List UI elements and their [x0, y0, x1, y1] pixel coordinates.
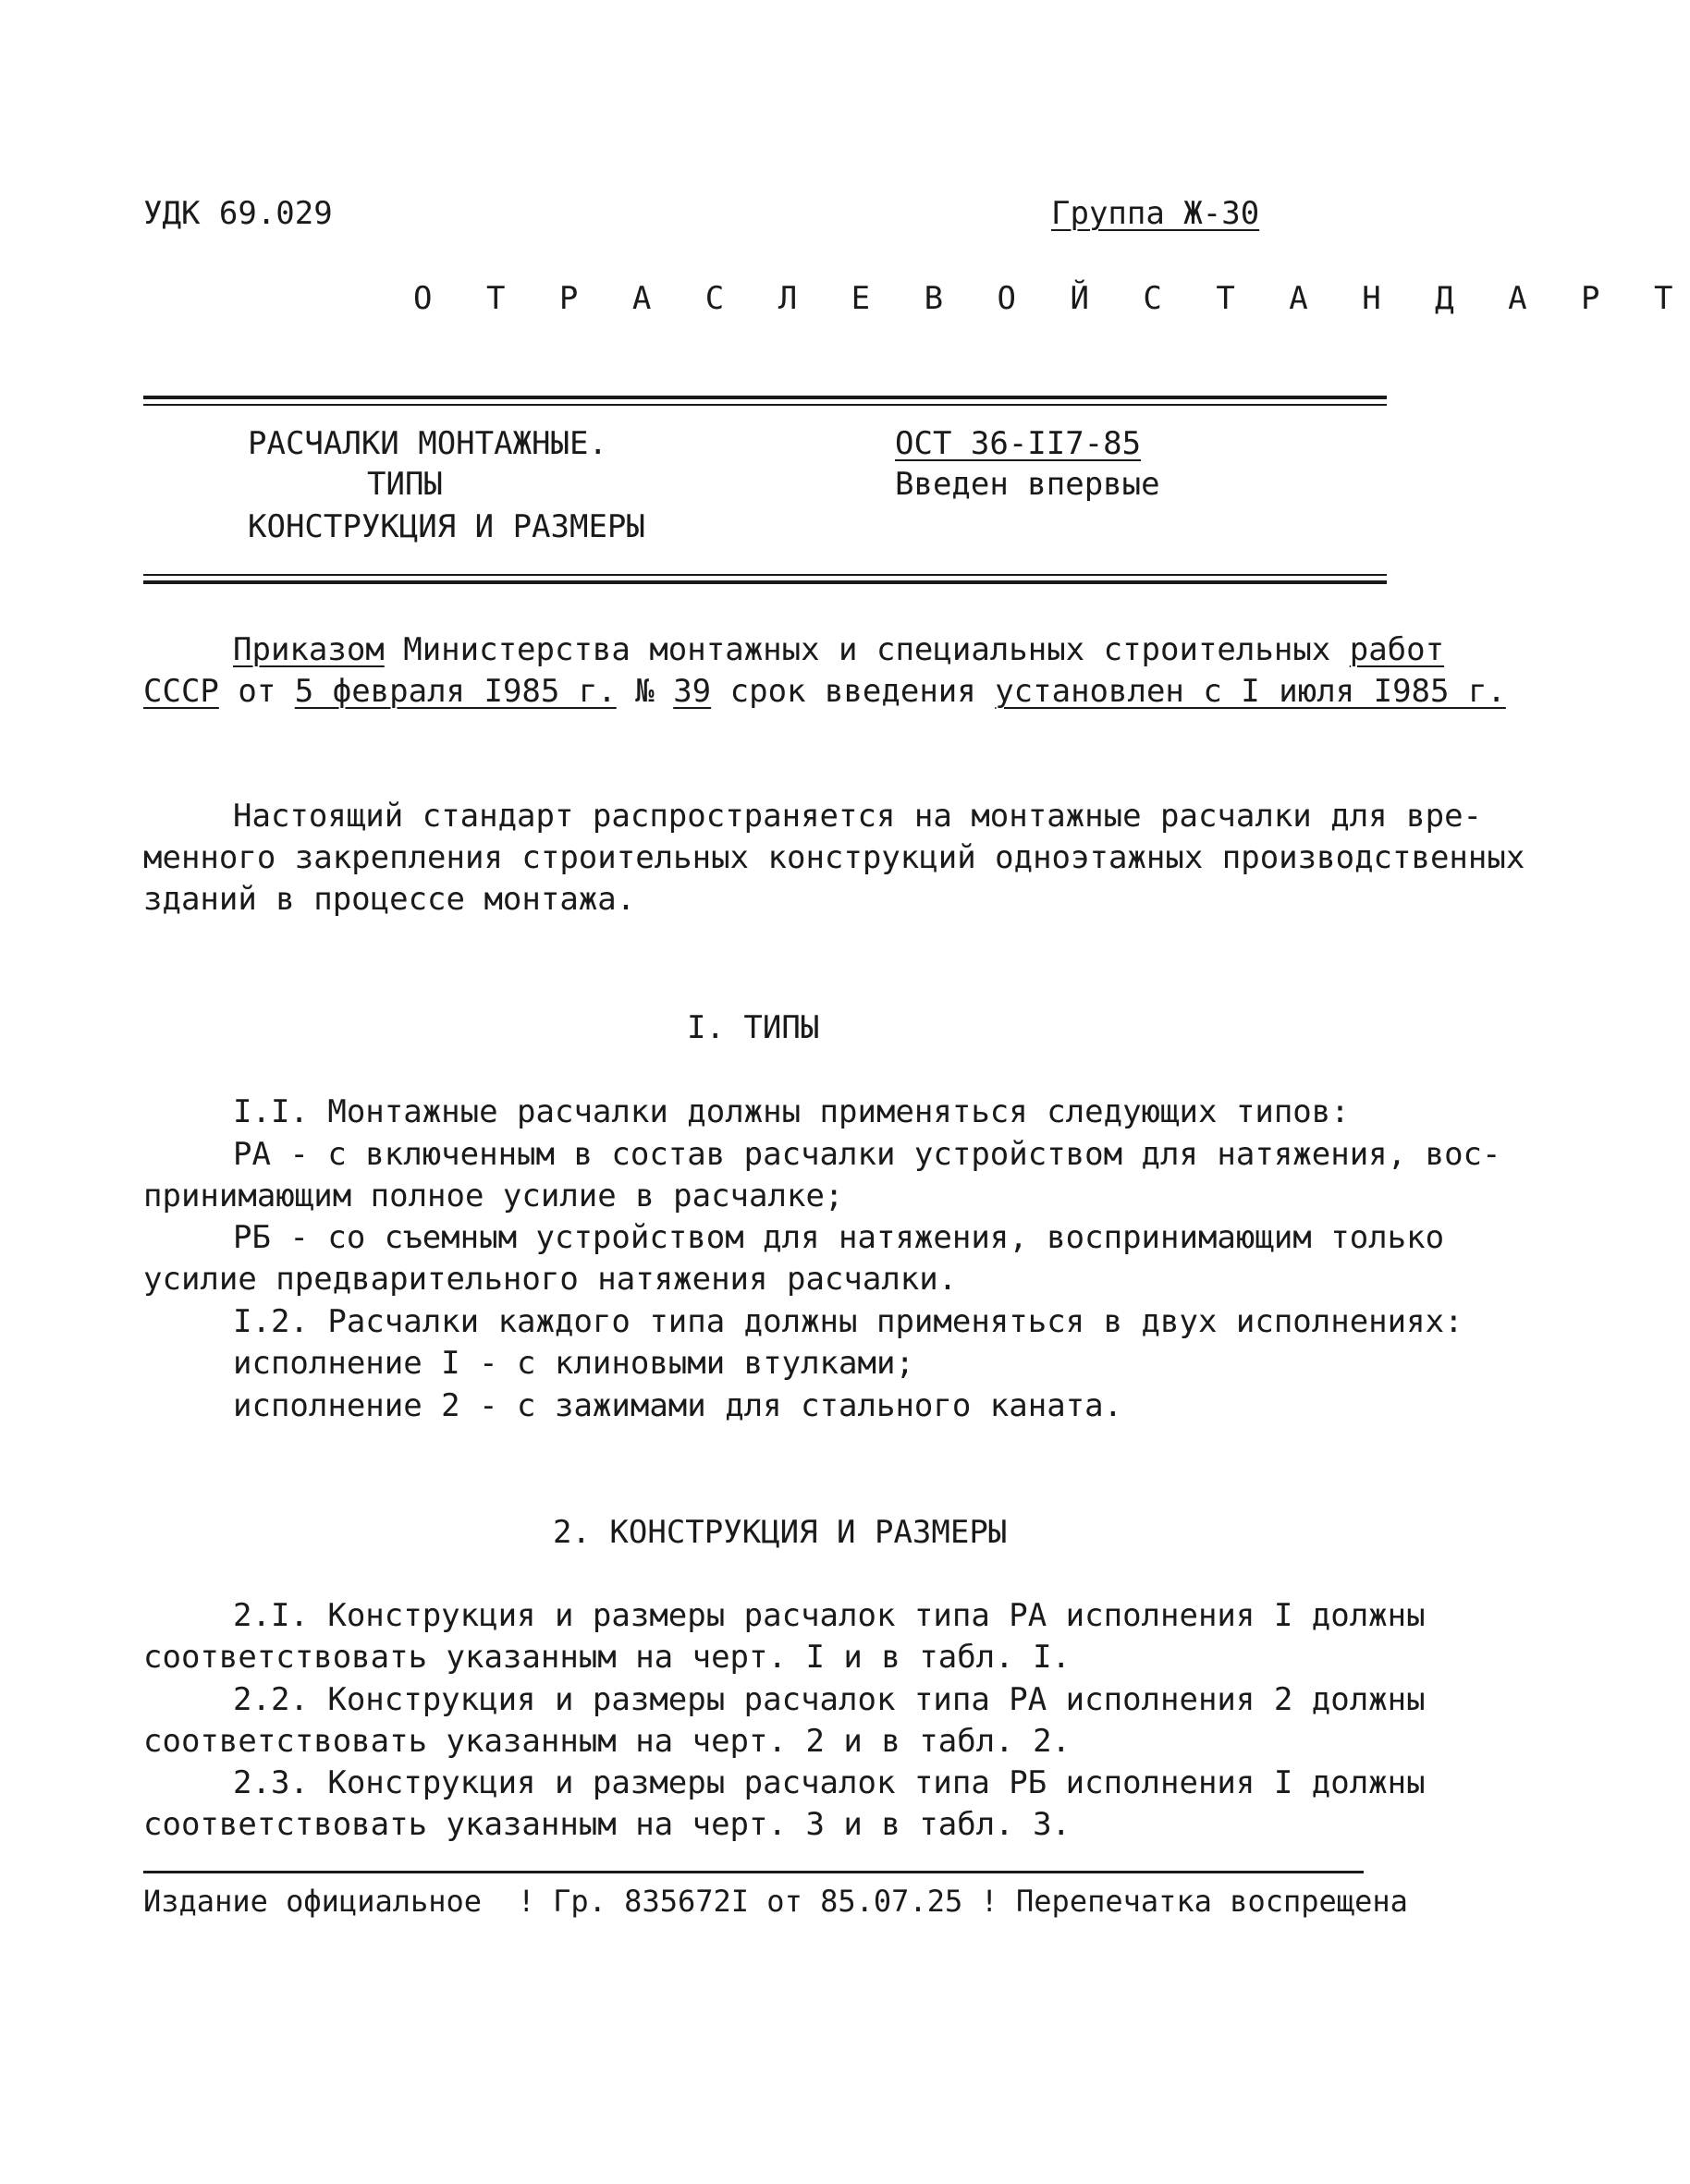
section-2-line-4: соответствовать указанным на черт. 2 и в табл. 2. [143, 1723, 1072, 1760]
order-line-2 [143, 673, 1506, 710]
order-number: 39 [673, 673, 712, 710]
section-1-line-3: принимающим полное усилие в расчалке; [143, 1177, 844, 1214]
standard-name-line-1: РАСЧАЛКИ МОНТАЖНЫЕ. [248, 425, 607, 462]
order-line-1 [233, 631, 1445, 668]
order-effective-date: установлен с I июля I985 г. [995, 673, 1506, 710]
footer-divider [143, 1871, 1364, 1873]
section-2-heading: 2. КОНСТРУКЦИЯ И РАЗМЕРЫ [553, 1514, 1008, 1551]
group-code: Группа Ж-30 [1051, 195, 1260, 232]
introduction-note: Введен впервые [895, 466, 1160, 503]
order-works: работ [1349, 631, 1445, 668]
section-1-line-4: РБ - со съемным устройством для натяжения, воспринимающим только [233, 1219, 1445, 1256]
section-1-line-6: I.2. Расчалки каждого типа должны применяться в двух исполнениях: [233, 1303, 1463, 1340]
order-from: от [218, 673, 295, 710]
standard-code: ОСТ 36-II7-85 [895, 425, 1142, 462]
section-2-line-5: 2.3. Конструкция и размеры расчалок типа РБ исполнения I должны [233, 1764, 1426, 1801]
order-word: Приказом [233, 631, 385, 668]
order-term: срок введения [711, 673, 996, 710]
top-divider-1 [143, 396, 1387, 399]
document-type-title: О Т Р А С Л Е В О Й С Т А Н Д А Р Т [413, 280, 1690, 317]
top-divider-2 [143, 404, 1387, 406]
title-block-divider-1 [143, 574, 1387, 576]
standard-name-line-3: КОНСТРУКЦИЯ И РАЗМЕРЫ [248, 508, 645, 545]
scope-line-1: Настоящий стандарт распространяется на монтажные расчалки для вре- [233, 798, 1483, 835]
order-text: Министерства монтажных и специальных строительных [384, 631, 1350, 668]
order-number-sign: № [616, 673, 674, 710]
section-1-line-5: усилие предварительного натяжения расчалки. [143, 1261, 958, 1298]
udk-code: УДК 69.029 [143, 195, 333, 232]
section-2-line-1: 2.I. Конструкция и размеры расчалок типа РА исполнения I должны [233, 1597, 1426, 1634]
order-ussr: СССР [143, 673, 219, 710]
section-1-line-8: исполнение 2 - с зажимами для стального каната. [233, 1387, 1123, 1424]
title-block-divider-2 [143, 580, 1387, 584]
order-date: 5 февраля I985 г. [294, 673, 617, 710]
section-2-line-2: соответствовать указанным на черт. I и в табл. I. [143, 1639, 1072, 1676]
scope-line-3: зданий в процессе монтажа. [143, 881, 636, 918]
scope-line-2: менного закрепления строительных конструкций одноэтажных производственных [143, 839, 1525, 876]
section-1-heading: I. ТИПЫ [687, 1009, 820, 1046]
section-1-line-7: исполнение I - с клиновыми втулками; [233, 1345, 914, 1382]
section-1-line-2: РА - с включенным в состав расчалки устройством для натяжения, вос- [233, 1136, 1501, 1173]
section-2-line-6: соответствовать указанным на черт. 3 и в табл. 3. [143, 1806, 1072, 1843]
section-2-line-3: 2.2. Конструкция и размеры расчалок типа РА исполнения 2 должны [233, 1681, 1426, 1718]
section-1-line-1: I.I. Монтажные расчалки должны применяться следующих типов: [233, 1093, 1350, 1130]
standard-name-line-2: ТИПЫ [367, 466, 443, 503]
footer-note: Издание официальное ! Гр. 835672I от 85.07.25 ! Перепечатка воспрещена [143, 1884, 1408, 1919]
